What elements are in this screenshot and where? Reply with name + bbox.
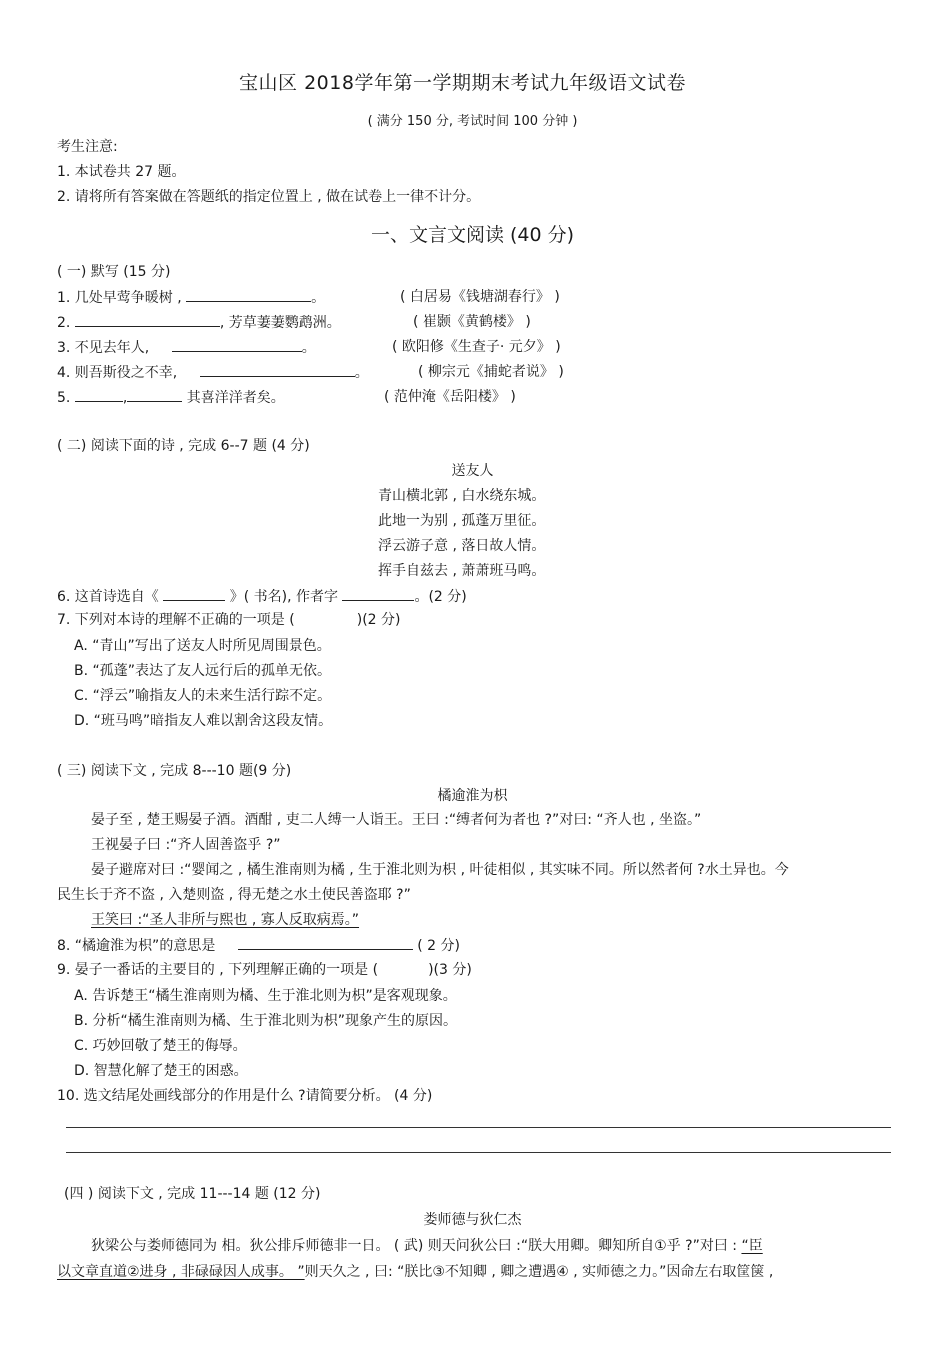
page-title: 宝山区 2018学年第一学期期末考试九年级语文试卷	[239, 72, 686, 94]
passage-underlined-sentence: 王笑曰 :“圣人非所与熙也 , 寡人反取病焉。”	[91, 912, 360, 928]
answer-blank[interactable]	[186, 287, 311, 302]
part4-heading: (四 ) 阅读下文 , 完成 11---14 题 (12 分)	[64, 1186, 321, 1202]
question-7	[57, 610, 400, 630]
option-d: D. 智慧化解了楚王的困惑。	[74, 1063, 248, 1079]
poem-line: 此地一为别 , 孤蓬万里征。	[378, 513, 546, 529]
q4-end: 。	[354, 365, 369, 381]
answer-line[interactable]	[66, 1152, 891, 1153]
option-c: C. 巧妙回敬了楚王的侮辱。	[74, 1038, 247, 1054]
q8-text: 8. “橘逾淮为枳”的意思是	[57, 938, 216, 954]
question-6	[57, 586, 467, 607]
passage-underlined-text: 以文章直道②进身 , 非碌碌因人成事。 ”	[57, 1264, 305, 1280]
answer-blank[interactable]	[200, 362, 355, 377]
passage-paragraph	[91, 1236, 763, 1256]
part3-heading: ( 三) 阅读下文 , 完成 8---10 题(9 分)	[57, 763, 292, 779]
q6-text-a: 6. 这首诗选自《	[57, 589, 159, 605]
q4-source: ( 柳宗元《捕蛇者说》 )	[418, 364, 564, 380]
option-b: B. “孤蓬”表达了友人远行后的孤单无依。	[74, 663, 332, 679]
part2-heading: ( 二) 阅读下面的诗 , 完成 6--7 题 (4 分)	[57, 438, 310, 454]
passage-paragraph	[57, 1262, 773, 1282]
passage-underlined-text: “臣	[741, 1238, 763, 1254]
answer-blank[interactable]	[163, 586, 225, 601]
answer-blank[interactable]	[127, 387, 182, 402]
passage-paragraph: 王视晏子曰 :“齐人固善盗乎 ?”	[91, 837, 281, 853]
q6-text-b: 》( 书名), 作者字	[229, 589, 338, 605]
option-c: C. “浮云”喻指友人的未来生活行踪不定。	[74, 688, 332, 704]
question-4	[57, 362, 369, 383]
q1-source: ( 白居易《钱塘湖春行》 )	[400, 289, 560, 305]
poem-line: 浮云游子意 , 落日故人情。	[378, 538, 546, 554]
q7-tail: )(2 分)	[356, 612, 401, 628]
q8-score: ( 2 分)	[417, 938, 460, 954]
question-10: 10. 选文结尾处画线部分的作用是什么 ?请简要分析。 (4 分)	[57, 1088, 433, 1104]
q3-end: 。	[301, 340, 316, 356]
poem-title: 送友人	[451, 463, 494, 479]
passage-text: 则天久之 , 曰: “朕比③不知卿 , 卿之遭遇④ , 实师德之力。”因命左右取筐箧 ,	[304, 1264, 774, 1280]
passage-paragraph: 民生长于齐不盗 , 入楚则盗 , 得无楚之水土使民善盗耶 ?”	[57, 887, 411, 903]
answer-blank[interactable]	[75, 312, 220, 327]
question-1	[57, 287, 325, 308]
poem-line: 青山横北郭 , 白水绕东城。	[378, 488, 546, 504]
option-a: A. “青山”写出了送友人时所见周围景色。	[74, 638, 331, 654]
q1-end: 。	[311, 290, 326, 306]
passage-title: 橘逾淮为枳	[437, 788, 508, 804]
q6-text-c: 。(2 分)	[414, 589, 467, 605]
notice-heading: 考生注意:	[57, 139, 118, 155]
q5-comma: ,	[122, 390, 128, 406]
answer-blank[interactable]	[342, 586, 414, 601]
passage-paragraph: 晏子避席对曰 :“婴闻之 , 橘生淮南则为橘 , 生于淮北则为枳 , 叶徒相似 , 其实味不同。所以然者何 ?水土异也。今	[91, 862, 789, 878]
q4-text: 4. 则吾斯役之不幸,	[57, 365, 178, 381]
q3-text: 3. 不见去年人,	[57, 340, 150, 356]
q5-source: ( 范仲淹《岳阳楼》 )	[384, 389, 516, 405]
passage-title: 娄师德与狄仁杰	[423, 1212, 522, 1228]
q9-stem: 9. 晏子一番话的主要目的 , 下列理解正确的一项是 (	[57, 962, 379, 978]
q3-source: ( 欧阳修《生查子· 元夕》 )	[392, 339, 561, 355]
answer-blank[interactable]	[75, 387, 123, 402]
section-title: 一、文言文阅读 (40 分)	[370, 224, 575, 246]
q1-text: 1. 几处早莺争暖树 ,	[57, 290, 182, 306]
q5-end: 其喜洋洋者矣。	[186, 390, 285, 406]
passage-paragraph: 晏子至 , 楚王赐晏子酒。酒酣 , 吏二人缚一人诣王。王曰 :“缚者何为者也 ?”对曰: “齐人也 , 坐盗。”	[91, 812, 702, 828]
answer-blank[interactable]	[238, 935, 413, 950]
question-8	[57, 935, 460, 956]
passage-text: 狄梁公与娄师德同为	[91, 1238, 217, 1254]
part1-heading: ( 一) 默写 (15 分)	[57, 264, 171, 280]
question-2	[57, 312, 341, 333]
question-9	[57, 960, 472, 980]
answer-line[interactable]	[66, 1127, 891, 1128]
q2-text: 2.	[57, 315, 71, 331]
option-b: B. 分析“橘生淮南则为橘、生于淮北则为枳”现象产生的原因。	[74, 1013, 458, 1029]
passage-text: 相。狄公排斥师德非一日。 ( 武) 则天问狄公曰 :“朕大用卿。卿知所自①乎 ?”对曰 :	[221, 1238, 737, 1254]
answer-blank[interactable]	[172, 337, 302, 352]
q2-source: ( 崔颢《黄鹤楼》 )	[413, 314, 531, 330]
page-subtitle: ( 满分 150 分, 考试时间 100 分钟 )	[367, 114, 578, 129]
q5-text: 5.	[57, 390, 71, 406]
option-a: A. 告诉楚王“橘生淮南则为橘、生于淮北则为枳”是客观现象。	[74, 988, 457, 1004]
option-d: D. “班马鸣”暗指友人难以割舍这段友情。	[74, 713, 333, 729]
q2-end: , 芳草萋萋鹦鹉洲。	[219, 315, 341, 331]
q7-stem: 7. 下列对本诗的理解不正确的一项是 (	[57, 612, 295, 628]
notice-item-1: 1. 本试卷共 27 题。	[57, 164, 186, 180]
q9-tail: )(3 分)	[428, 962, 472, 978]
poem-line: 挥手自兹去 , 萧萧班马鸣。	[378, 563, 546, 579]
question-5	[57, 387, 285, 408]
notice-item-2: 2. 请将所有答案做在答题纸的指定位置上 , 做在试卷上一律不计分。	[57, 189, 481, 205]
question-3	[57, 337, 316, 358]
